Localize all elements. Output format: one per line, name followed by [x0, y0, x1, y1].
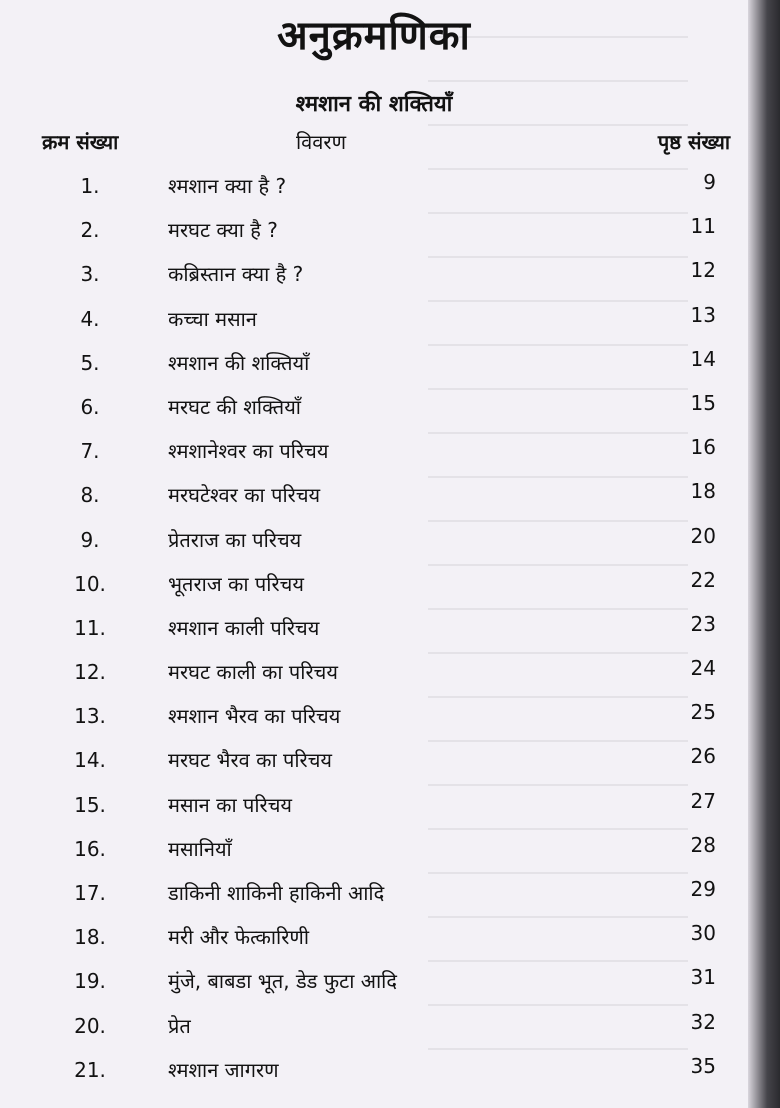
contents-row — [0, 608, 748, 652]
entry-description: प्रेत — [168, 1013, 191, 1038]
contents-row — [0, 785, 748, 829]
contents-row — [0, 1006, 748, 1050]
entry-number: 16. — [74, 836, 106, 861]
contents-row — [0, 740, 748, 784]
entry-page: 9 — [703, 170, 716, 194]
entry-description: कच्चा मसान — [168, 306, 257, 331]
entry-number: 20. — [74, 1013, 106, 1038]
entry-description: श्मशान जागरण — [168, 1057, 279, 1082]
entry-page: 29 — [690, 877, 716, 901]
book-spine-edge — [748, 0, 780, 1108]
entry-description: प्रेतराज का परिचय — [168, 527, 302, 552]
entry-description: डाकिनी शाकिनी हाकिनी आदि — [168, 881, 385, 905]
entry-number: 4. — [80, 306, 100, 331]
contents-row — [0, 475, 748, 519]
entry-number: 5. — [80, 350, 100, 375]
entry-page: 35 — [690, 1053, 716, 1078]
contents-row — [0, 387, 748, 431]
entry-description: मरघटेश्वर का परिचय — [168, 483, 321, 508]
contents-row — [0, 564, 748, 608]
entry-number: 10. — [74, 571, 106, 596]
entry-description: मरघट की शक्तियाँ — [168, 394, 301, 419]
entry-number: 19. — [74, 969, 106, 994]
entry-description: मरी और फेत्कारिणी — [168, 925, 310, 950]
entry-number: 9. — [80, 527, 100, 552]
entry-number: 21. — [74, 1057, 106, 1082]
entry-number: 11. — [74, 615, 106, 640]
contents-row — [0, 210, 748, 254]
entry-description: कब्रिस्तान क्या है ? — [168, 262, 304, 287]
page-title: अनुक्रमणिका — [277, 13, 471, 59]
entry-description: मसान का परिचय — [168, 792, 293, 817]
entry-description: मसानियाँ — [168, 836, 232, 861]
entry-description: मरघट भैरव का परिचय — [168, 748, 333, 773]
column-header-page: पृष्ठ संख्या — [657, 130, 730, 154]
entry-page: 18 — [690, 479, 716, 504]
entry-number: 14. — [74, 748, 106, 773]
entry-page: 20 — [690, 523, 716, 548]
contents-row — [0, 299, 748, 343]
contents-row — [0, 520, 748, 564]
column-header-number: क्रम संख्या — [42, 130, 119, 154]
entry-page: 12 — [690, 258, 716, 283]
contents-row — [0, 254, 748, 298]
entry-number: 15. — [74, 792, 106, 817]
contents-row — [0, 873, 748, 917]
entry-page: 16 — [690, 435, 716, 460]
entry-number: 3. — [80, 262, 100, 287]
contents-row — [0, 431, 748, 475]
contents-row — [0, 652, 748, 696]
entry-page: 13 — [690, 302, 716, 327]
entry-number: 6. — [80, 394, 100, 419]
contents-list — [0, 166, 748, 1094]
entry-page: 27 — [690, 788, 716, 813]
contents-row — [0, 696, 748, 740]
entry-description: मरघट काली का परिचय — [168, 660, 338, 685]
section-subtitle: श्मशान की शक्तियाँ — [295, 92, 453, 117]
entry-number: 1. — [80, 174, 100, 198]
entry-number: 12. — [74, 660, 106, 685]
entry-description: श्मशान काली परिचय — [168, 615, 320, 640]
entry-number: 17. — [74, 881, 106, 905]
entry-number: 13. — [74, 704, 106, 729]
entry-description: भूतराज का परिचय — [168, 571, 304, 596]
contents-row — [0, 1050, 748, 1094]
entry-description: श्मशान की शक्तियाँ — [168, 350, 310, 375]
entry-number: 7. — [80, 439, 100, 464]
contents-row — [0, 343, 748, 387]
entry-page: 32 — [690, 1009, 716, 1034]
entry-description: श्मशानेश्वर का परिचय — [168, 439, 329, 464]
entry-page: 14 — [690, 346, 716, 371]
contents-row — [0, 961, 748, 1005]
entry-number: 18. — [74, 925, 106, 950]
entry-page: 28 — [690, 832, 716, 857]
entry-page: 23 — [690, 611, 716, 636]
entry-page: 31 — [690, 965, 716, 990]
entry-page: 26 — [690, 744, 716, 769]
contents-row — [0, 166, 748, 210]
column-header-description: विवरण — [296, 130, 347, 154]
entry-page: 30 — [690, 921, 716, 946]
contents-row — [0, 829, 748, 873]
entry-page: 15 — [690, 390, 716, 415]
entry-description: श्मशान क्या है ? — [168, 174, 287, 198]
entry-description: मुंजे, बाबडा भूत, डेड फुटा आदि — [168, 969, 397, 994]
entry-description: मरघट क्या है ? — [168, 218, 278, 243]
entry-number: 8. — [80, 483, 100, 508]
entry-page: 22 — [690, 567, 716, 592]
entry-description: श्मशान भैरव का परिचय — [168, 704, 341, 729]
entry-page: 11 — [690, 214, 716, 239]
entry-page: 25 — [690, 700, 716, 725]
entry-page: 24 — [690, 656, 716, 681]
contents-row — [0, 917, 748, 961]
entry-number: 2. — [80, 218, 100, 243]
